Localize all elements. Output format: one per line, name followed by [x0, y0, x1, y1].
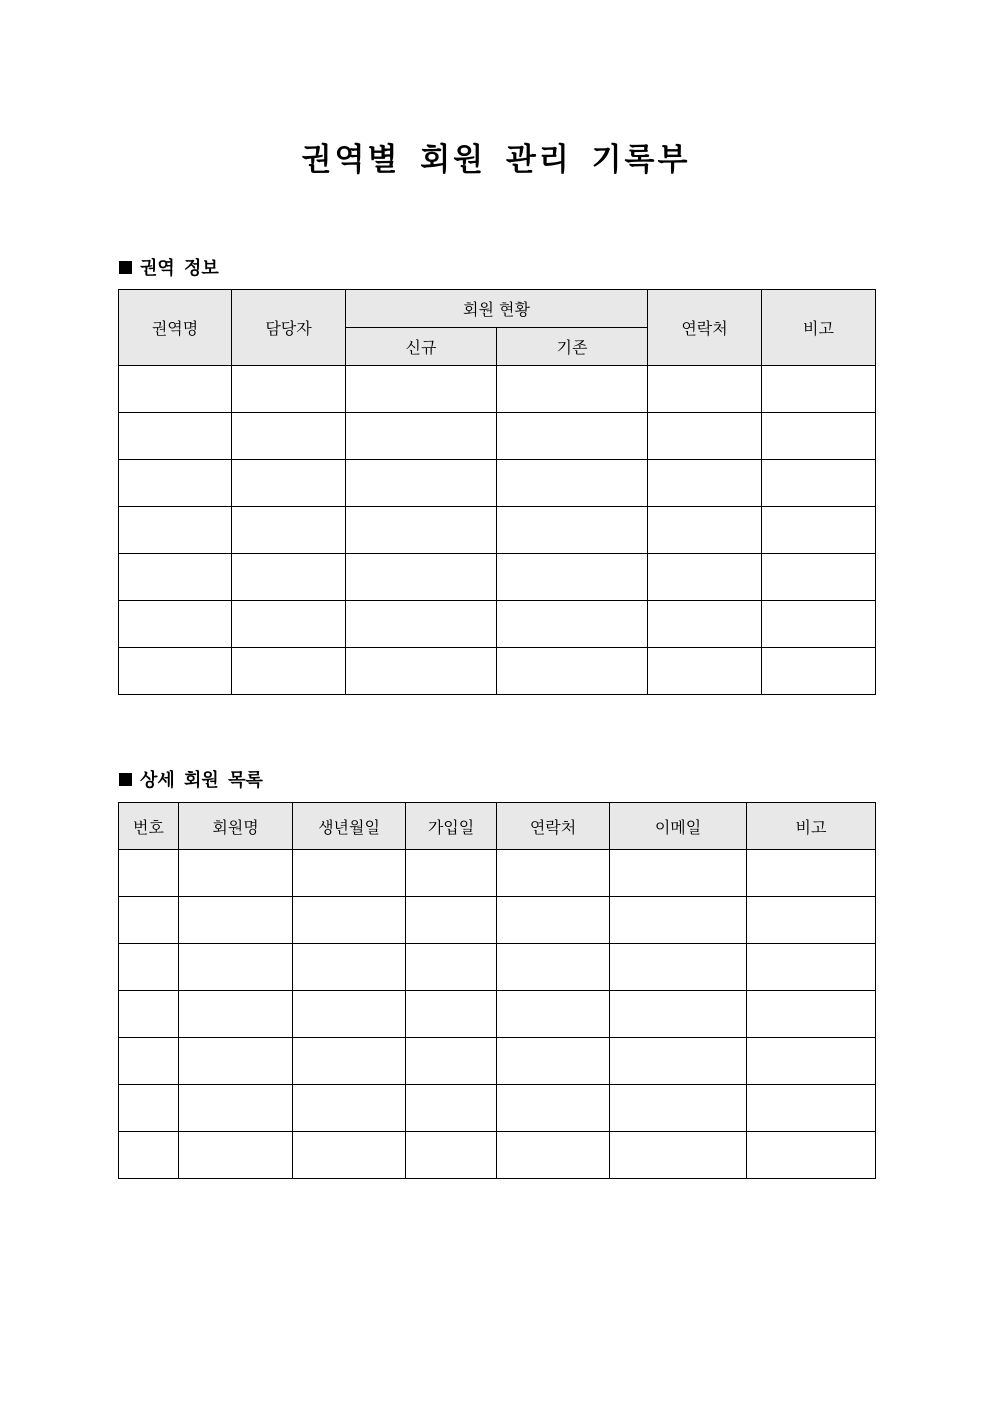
table-cell[interactable] [648, 554, 762, 601]
table-cell[interactable] [119, 460, 232, 507]
black-square-icon [119, 261, 132, 274]
header-remarks: 비고 [762, 290, 876, 366]
table-cell[interactable] [232, 413, 346, 460]
table-row [119, 460, 876, 507]
table-cell[interactable] [119, 850, 179, 897]
table-cell[interactable] [747, 850, 876, 897]
table-cell[interactable] [346, 648, 497, 695]
table-cell[interactable] [293, 1132, 406, 1179]
table-cell[interactable] [497, 897, 610, 944]
table-row [119, 366, 876, 413]
table-cell[interactable] [762, 460, 876, 507]
table-cell[interactable] [406, 1132, 497, 1179]
table-cell[interactable] [648, 648, 762, 695]
table-cell[interactable] [610, 897, 747, 944]
table-cell[interactable] [119, 366, 232, 413]
table-row [119, 554, 876, 601]
table-row [119, 850, 876, 897]
table-cell[interactable] [119, 944, 179, 991]
table-cell[interactable] [406, 850, 497, 897]
table-row [119, 601, 876, 648]
table-cell[interactable] [179, 850, 293, 897]
member-list-table [118, 802, 876, 1179]
table-cell[interactable] [406, 1085, 497, 1132]
table-cell[interactable] [119, 648, 232, 695]
table-cell[interactable] [346, 507, 497, 554]
table-cell[interactable] [497, 1132, 610, 1179]
header-remarks: 비고 [747, 803, 876, 850]
table-cell[interactable] [293, 944, 406, 991]
table-cell[interactable] [346, 413, 497, 460]
table-cell[interactable] [346, 554, 497, 601]
header-manager: 담당자 [232, 290, 346, 366]
table-cell[interactable] [747, 991, 876, 1038]
table-cell[interactable] [610, 1038, 747, 1085]
table-row [119, 1085, 876, 1132]
section-heading-member-list [119, 766, 263, 792]
header-member-name: 회원명 [179, 803, 293, 850]
table-cell[interactable] [497, 507, 648, 554]
table-cell[interactable] [293, 897, 406, 944]
table-cell[interactable] [648, 413, 762, 460]
table-cell[interactable] [762, 366, 876, 413]
table-cell[interactable] [346, 460, 497, 507]
table-cell[interactable] [406, 1038, 497, 1085]
table-cell[interactable] [648, 460, 762, 507]
table-cell[interactable] [119, 601, 232, 648]
table-cell[interactable] [179, 991, 293, 1038]
table-cell[interactable] [497, 460, 648, 507]
table-cell[interactable] [610, 1085, 747, 1132]
table-row [119, 1038, 876, 1085]
table-cell[interactable] [119, 554, 232, 601]
table-cell[interactable] [179, 1132, 293, 1179]
member-table-body [119, 850, 876, 1179]
table-cell[interactable] [232, 648, 346, 695]
table-cell[interactable] [497, 1038, 610, 1085]
table-cell[interactable] [119, 1132, 179, 1179]
table-cell[interactable] [406, 944, 497, 991]
table-cell[interactable] [232, 460, 346, 507]
table-cell[interactable] [179, 1038, 293, 1085]
table-cell[interactable] [497, 554, 648, 601]
region-info-table [118, 289, 876, 695]
table-cell[interactable] [293, 1085, 406, 1132]
header-email: 이메일 [610, 803, 747, 850]
table-cell[interactable] [747, 1038, 876, 1085]
page-title: 권역별 회원 관리 기록부 [301, 142, 691, 178]
table-cell[interactable] [346, 366, 497, 413]
section-heading-label: 권역 정보 [140, 258, 219, 279]
table-cell[interactable] [762, 601, 876, 648]
table-cell[interactable] [497, 944, 610, 991]
table-cell[interactable] [610, 1132, 747, 1179]
table-cell[interactable] [648, 366, 762, 413]
table-row [119, 507, 876, 554]
table-cell[interactable] [119, 897, 179, 944]
header-contact: 연락처 [497, 803, 610, 850]
header-existing: 기존 [497, 328, 648, 366]
table-cell[interactable] [648, 601, 762, 648]
table-cell[interactable] [747, 897, 876, 944]
table-row [119, 944, 876, 991]
table-cell[interactable] [293, 991, 406, 1038]
table-cell[interactable] [762, 554, 876, 601]
header-member-status: 회원 현황 [346, 290, 648, 328]
section-heading-label: 상세 회원 목록 [140, 770, 263, 791]
table-cell[interactable] [648, 507, 762, 554]
header-new: 신규 [346, 328, 497, 366]
table-cell[interactable] [610, 991, 747, 1038]
table-cell[interactable] [119, 1085, 179, 1132]
table-cell[interactable] [179, 944, 293, 991]
header-birthdate: 생년월일 [293, 803, 406, 850]
table-cell[interactable] [232, 507, 346, 554]
table-cell[interactable] [497, 648, 648, 695]
table-cell[interactable] [346, 601, 497, 648]
table-cell[interactable] [406, 897, 497, 944]
table-cell[interactable] [497, 850, 610, 897]
header-contact: 연락처 [648, 290, 762, 366]
table-cell[interactable] [497, 413, 648, 460]
table-cell[interactable] [497, 1085, 610, 1132]
table-cell[interactable] [119, 991, 179, 1038]
table-cell[interactable] [762, 507, 876, 554]
table-cell[interactable] [293, 850, 406, 897]
table-cell[interactable] [610, 944, 747, 991]
section-heading-region-info [119, 254, 219, 280]
table-cell[interactable] [119, 507, 232, 554]
table-cell[interactable] [119, 413, 232, 460]
table-cell[interactable] [747, 1132, 876, 1179]
header-region-name: 권역명 [119, 290, 232, 366]
region-table-body [119, 366, 876, 695]
table-cell[interactable] [747, 944, 876, 991]
table-cell[interactable] [747, 1085, 876, 1132]
table-row [119, 991, 876, 1038]
table-cell[interactable] [497, 601, 648, 648]
table-row [119, 413, 876, 460]
table-cell[interactable] [762, 413, 876, 460]
table-cell[interactable] [119, 1038, 179, 1085]
table-cell[interactable] [762, 648, 876, 695]
table-cell[interactable] [293, 1038, 406, 1085]
table-cell[interactable] [497, 991, 610, 1038]
table-cell[interactable] [179, 897, 293, 944]
table-cell[interactable] [179, 1085, 293, 1132]
table-row [119, 897, 876, 944]
table-cell[interactable] [497, 366, 648, 413]
black-square-icon [119, 773, 132, 786]
table-cell[interactable] [406, 991, 497, 1038]
header-number: 번호 [119, 803, 179, 850]
table-cell[interactable] [610, 850, 747, 897]
table-cell[interactable] [232, 366, 346, 413]
table-row [119, 1132, 876, 1179]
table-row [119, 648, 876, 695]
table-cell[interactable] [232, 601, 346, 648]
table-cell[interactable] [232, 554, 346, 601]
header-join-date: 가입일 [406, 803, 497, 850]
